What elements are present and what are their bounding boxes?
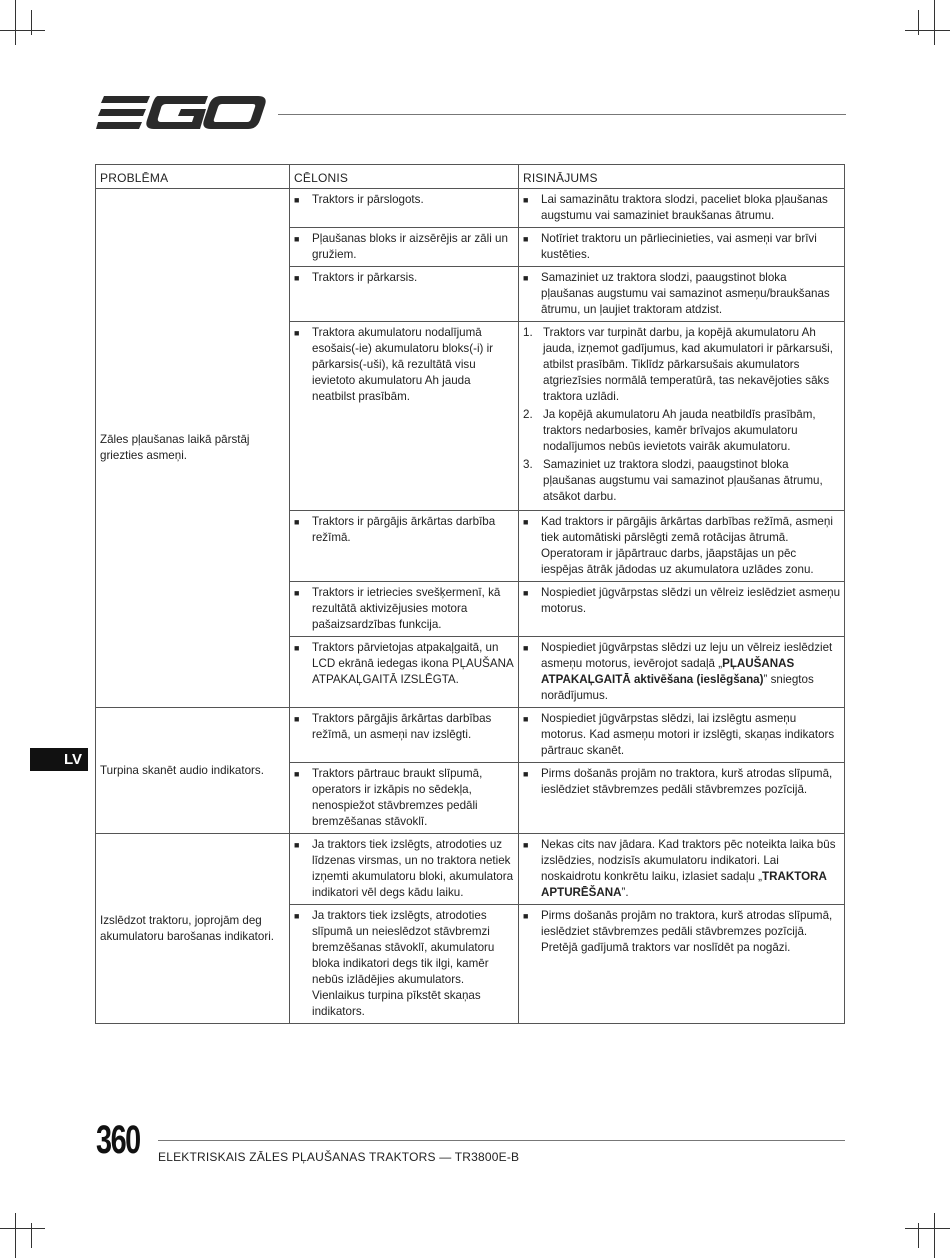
step-number: 3. <box>523 458 533 471</box>
cause-cell <box>290 189 519 228</box>
solution-item <box>523 585 840 617</box>
column-header-solution: RISINĀJUMS <box>519 165 845 189</box>
cause-text: Ja traktors tiek izslēgts, atrodoties slīpumā un neieslēdzot stāvbremzi bremzēšanas stāvoklī, akumulatoru bloka indikatori degs tik ilgi, kamēr nebūs izlādējies akumulators. Vienlaikus turpina pīkstēt skaņas indikators. <box>312 909 495 1018</box>
cause-item <box>294 231 514 263</box>
solution-item <box>523 766 840 798</box>
cause-cell <box>290 708 519 763</box>
solution-text: Nospiediet jūgvārpstas slēdzi un vēlreiz ieslēdziet asmeņu motorus. <box>541 586 841 615</box>
language-tab: LV <box>30 748 88 771</box>
problem-cell: Turpina skanēt audio indikators. <box>96 708 290 834</box>
bullet-square-icon: ■ <box>523 273 529 283</box>
bullet-square-icon: ■ <box>294 911 300 921</box>
cause-text: Traktors ir ietriecies svešķermenī, kā rezultātā aktivizējusies motora pašaizsardzības funkcija. <box>312 586 501 631</box>
bullet-square-icon: ■ <box>294 769 300 779</box>
cause-text: Traktors ir pārgājis ārkārtas darbība režīmā. <box>312 515 496 544</box>
cause-text: Traktors ir pārslogots. <box>312 193 424 206</box>
problem-cell: Izslēdzot traktoru, joprojām deg akumulatoru barošanas indikatori. <box>96 834 290 1024</box>
solution-item <box>523 908 840 956</box>
table-row <box>96 834 845 905</box>
solution-text: Ja kopējā akumulatoru Ah jauda neatbildīs prasībām, traktors nedarbosies, kamēr brīvajos akumulatoru nodalījumos nebūs ievietots vairāk akumulatoru. <box>543 408 816 453</box>
solution-item <box>523 270 840 318</box>
solution-item <box>523 514 840 578</box>
header-rule <box>278 114 846 115</box>
bullet-square-icon: ■ <box>523 840 529 850</box>
cause-text: Traktors pārgājis ārkārtas darbības režīmā, un asmeņi nav izslēgti. <box>312 712 492 741</box>
bullet-square-icon: ■ <box>523 517 529 527</box>
bullet-square-icon: ■ <box>523 769 529 779</box>
cause-cell <box>290 834 519 905</box>
bullet-square-icon: ■ <box>294 273 300 283</box>
solution-step <box>523 407 840 455</box>
crop-mark <box>918 1223 919 1248</box>
solution-text: Lai samazinātu traktora slodzi, paceliet bloka pļaušanas augstumu vai samaziniet braukšanas ātrumu. <box>541 193 828 222</box>
footer-title: ELEKTRISKAIS ZĀLES PĻAUŠANAS TRAKTORS — TR3800E-B <box>158 1150 520 1164</box>
crop-mark <box>15 0 16 45</box>
solution-text: Pirms došanās projām no traktora, kurš atrodas slīpumā, ieslēdziet stāvbremzes pedāli stāvbremzes pozīcijā. <box>541 767 833 796</box>
ego-logo <box>96 92 268 134</box>
solution-item <box>523 231 840 263</box>
solution-cell <box>519 708 845 763</box>
footer-rule <box>158 1140 845 1141</box>
cause-text: Traktors pārtrauc braukt slīpumā, operators ir izkāpis no sēdekļa, nenospiežot stāvbremzes pedāli bremzēšanas stāvoklī. <box>312 767 483 828</box>
crop-mark <box>905 30 950 31</box>
bullet-square-icon: ■ <box>523 234 529 244</box>
solution-cell <box>519 228 845 267</box>
solution-cell <box>519 267 845 322</box>
cause-cell <box>290 267 519 322</box>
solution-text: Samaziniet uz traktora slodzi, paaugstinot bloka pļaušanas augstumu vai samazinot pļaušanas ātrumu, atsākot darbu. <box>543 458 823 503</box>
table-row <box>96 708 845 763</box>
cause-text: Traktors ir pārkarsis. <box>312 271 418 284</box>
table-body <box>96 189 845 1024</box>
solution-cell <box>519 763 845 834</box>
bullet-square-icon: ■ <box>294 328 300 338</box>
solution-text <box>541 837 840 901</box>
solution-cell <box>519 189 845 228</box>
cause-text: Ja traktors tiek izslēgts, atrodoties uz līdzenas virsmas, un no traktora netiek izņemti akumulatoru bloki, akumulatora indikatori vēl degs kādu laiku. <box>312 838 514 899</box>
bullet-square-icon: ■ <box>523 911 529 921</box>
cause-cell <box>290 582 519 637</box>
bullet-square-icon: ■ <box>523 195 529 205</box>
cause-item <box>294 192 514 208</box>
cause-cell <box>290 637 519 708</box>
step-number: 2. <box>523 408 533 421</box>
column-header-problem: PROBLĒMA <box>96 165 290 189</box>
bullet-square-icon: ■ <box>294 714 300 724</box>
page-number: 360 <box>96 1118 140 1162</box>
crop-mark <box>31 10 32 35</box>
cause-item <box>294 640 514 688</box>
cause-item <box>294 908 514 1020</box>
solution-text: Samaziniet uz traktora slodzi, paaugstinot bloka pļaušanas augstumu vai samazinot asmeņu/braukšanas ātrumu, un ļaujiet traktoram atdzist. <box>541 271 830 316</box>
crop-mark <box>934 1213 935 1258</box>
solution-item <box>523 711 840 759</box>
solution-text: Pirms došanās projām no traktora, kurš atrodas slīpumā, ieslēdziet stāvbremzes pedāli stāvbremzes pozīcijā. Pretējā gadījumā traktors var noslīdēt pa nogāzi. <box>541 909 833 954</box>
cause-item <box>294 514 514 546</box>
solution-text: Kad traktors ir pārgājis ārkārtas darbības režīmā, asmeņi tiek automātiski pārslēgti zemā rotācijas ātrumā. Operatoram ir jāpārtrauc darbs, jāapstājas un pēc iespējas ātrāk jādodas uz akumulatora uzlādes zonu. <box>541 515 833 576</box>
cause-text: Traktors pārvietojas atpakaļgaitā, un LCD ekrānā iedegas ikona PĻAUŠANA ATPAKAĻGAITĀ IZSLĒGTA. <box>312 641 514 686</box>
bullet-square-icon: ■ <box>523 714 529 724</box>
cause-item <box>294 585 514 633</box>
crop-mark <box>918 10 919 35</box>
solution-text <box>541 640 840 704</box>
solution-cell <box>519 637 845 708</box>
solution-text: Nospiediet jūgvārpstas slēdzi, lai izslēgtu asmeņu motorus. Kad asmeņu motori ir izslēgti, skaņas indikators pārtrauc skanēt. <box>541 712 835 757</box>
crop-mark <box>905 1228 950 1229</box>
crop-mark <box>934 0 935 45</box>
solution-text: Traktors var turpināt darbu, ja kopējā akumulatoru Ah jauda, izņemot gadījumus, kad akumulatori ir pārkarsuši, atbilst prasībām. Tiklīdz pārkarsušais akumulators atgriezīsies normālā temperatūrā, tas nekavējoties sāks traktora uzlādi. <box>543 326 833 403</box>
solution-item <box>523 192 840 224</box>
column-header-cause: CĒLONIS <box>290 165 519 189</box>
step-number: 1. <box>523 326 533 339</box>
section-reference: TRAKTORA APTURĒŠANA <box>541 870 827 899</box>
solution-step <box>523 457 840 505</box>
solution-text-part: Nospiediet jūgvārpstas slēdzi uz leju un vēlreiz ieslēdziet asmeņu motorus, ievērojot sadaļā „ <box>541 641 833 670</box>
bullet-square-icon: ■ <box>294 234 300 244</box>
solution-cell <box>519 511 845 582</box>
cause-item <box>294 711 514 743</box>
cause-cell <box>290 228 519 267</box>
table-row <box>96 189 845 228</box>
cause-item <box>294 325 514 405</box>
bullet-square-icon: ■ <box>294 588 300 598</box>
cause-item <box>294 837 514 901</box>
bullet-square-icon: ■ <box>523 588 529 598</box>
bullet-square-icon: ■ <box>294 517 300 527</box>
crop-mark <box>31 1223 32 1248</box>
cause-cell <box>290 322 519 511</box>
crop-mark <box>0 30 45 31</box>
solution-cell <box>519 322 845 511</box>
bullet-square-icon: ■ <box>294 195 300 205</box>
bullet-square-icon: ■ <box>294 840 300 850</box>
troubleshooting-table <box>95 164 845 1024</box>
solution-text: Notīriet traktoru un pārliecinieties, vai asmeņi var brīvi kustēties. <box>541 232 817 261</box>
cause-cell <box>290 905 519 1024</box>
cause-text: Pļaušanas bloks ir aizsērējis ar zāli un gružiem. <box>312 232 508 261</box>
cause-cell <box>290 511 519 582</box>
table-header-row <box>96 165 845 189</box>
crop-mark <box>0 1228 45 1229</box>
solution-step <box>523 325 840 405</box>
solution-text-part: ” sniegtos norādījumus. <box>541 673 814 702</box>
bullet-square-icon: ■ <box>523 643 529 653</box>
solution-cell <box>519 905 845 1024</box>
cause-item <box>294 270 514 286</box>
section-reference: PĻAUŠANAS ATPAKAĻGAITĀ aktivēšana (ieslēgšana) <box>541 657 795 686</box>
solution-text-part: Nekas cits nav jādara. Kad traktors pēc noteikta laika būs izslēdzies, nodzisīs akumulatoru indikatori. Lai noskaidrotu konkrētu laiku, izlasiet sadaļu „ <box>541 838 836 883</box>
crop-mark <box>15 1213 16 1258</box>
solution-item <box>523 837 840 901</box>
cause-text: Traktora akumulatoru nodalījumā esošais(-ie) akumulatoru bloks(-i) ir pārkarsis(-uši), kā rezultātā visu ievietoto akumulatoru Ah jauda neatbilst prasībām. <box>312 326 494 403</box>
solution-cell <box>519 834 845 905</box>
solution-cell <box>519 582 845 637</box>
solution-text-part: ”. <box>621 886 629 899</box>
solution-item <box>523 640 840 704</box>
problem-cell: Zāles pļaušanas laikā pārstāj griezties asmeņi. <box>96 189 290 708</box>
bullet-square-icon: ■ <box>294 643 300 653</box>
cause-cell <box>290 763 519 834</box>
cause-item <box>294 766 514 830</box>
